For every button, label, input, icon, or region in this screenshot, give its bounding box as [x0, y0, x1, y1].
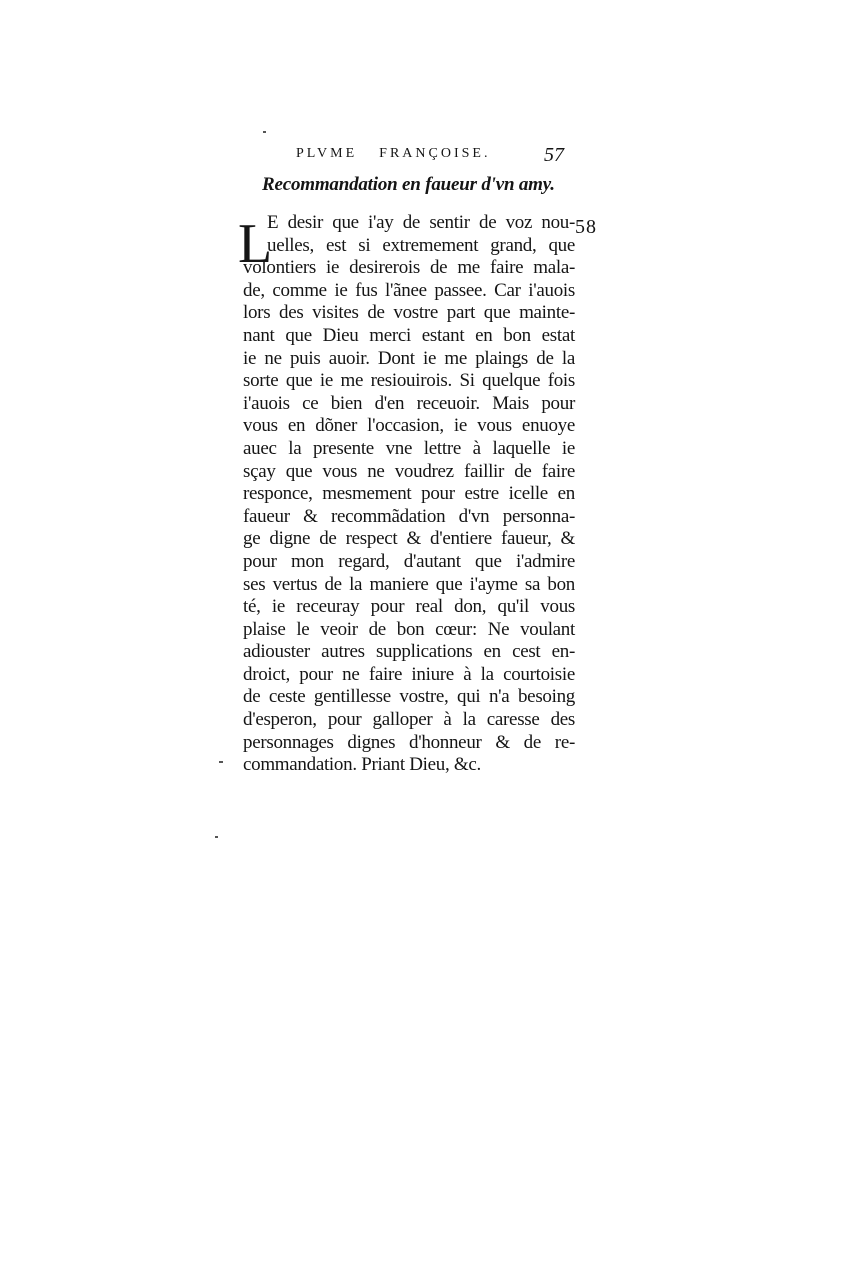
letter-body	[243, 212, 575, 777]
text-line: sçay que vous ne voudrez faillir de faire	[243, 460, 575, 482]
text-line: ge digne de respect & d'entiere faueur, &	[243, 528, 575, 550]
text-line: nant que Dieu merci estant en bon estat	[243, 324, 575, 346]
drop-cap: L	[238, 213, 273, 275]
text-line: commandation. Priant Dieu, &c.	[243, 754, 481, 776]
text-line: droict, pour ne faire iniure à la courtoisie	[243, 663, 575, 685]
text-line: d'esperon, pour galloper à la caresse des	[243, 709, 575, 731]
text-line: té, ie receuray pour real don, qu'il vous	[243, 596, 575, 618]
text-line: i'auois ce bien d'en receuoir. Mais pour	[243, 392, 575, 414]
text-line: plaise le veoir de bon cœur: Ne voulant	[243, 618, 575, 640]
text-line: ses vertus de la maniere que i'ayme sa bon	[243, 573, 575, 595]
text-line: faueur & recommãdation d'vn personna-	[243, 505, 575, 527]
text-line: ie ne puis auoir. Dont ie me plaings de la	[243, 347, 575, 369]
paper-speck	[263, 131, 266, 133]
text-line: uelles, est si extremement grand, que	[267, 234, 575, 256]
text-line: vous en dõner l'occasion, ie vous enuoye	[243, 415, 575, 437]
text-line: responce, mesmement pour estre icelle en	[243, 483, 575, 505]
paper-speck	[219, 761, 223, 763]
margin-number: 58	[575, 216, 597, 238]
page-number: 57	[544, 144, 564, 166]
text-line: E desir que i'ay de sentir de voz nou-	[267, 212, 575, 233]
running-head	[296, 146, 490, 162]
text-line: de, comme ie fus l'ãnee passee. Car i'auois	[243, 279, 575, 301]
letter-title: Recommandation en faueur d'vn amy.	[262, 174, 555, 195]
text-line: volontiers ie desirerois de me faire mala-	[243, 257, 575, 279]
text-line: lors des visites de vostre part que mainte-	[243, 302, 575, 324]
text-line: de ceste gentillesse vostre, qui n'a besoing	[243, 686, 575, 708]
paper-speck	[215, 836, 218, 838]
text-line: pour mon regard, d'autant que i'admire	[243, 550, 575, 572]
running-head-word-2: FRANÇOISE.	[379, 146, 491, 161]
text-line: adiouster autres supplications en cest en-	[243, 641, 575, 663]
text-line: auec la presente vne lettre à laquelle ie	[243, 437, 575, 459]
text-line: personnages dignes d'honneur & de re-	[243, 731, 575, 753]
text-line: sorte que ie me resiouirois. Si quelque fois	[243, 370, 575, 392]
running-head-word-1: PLVME	[296, 146, 358, 161]
